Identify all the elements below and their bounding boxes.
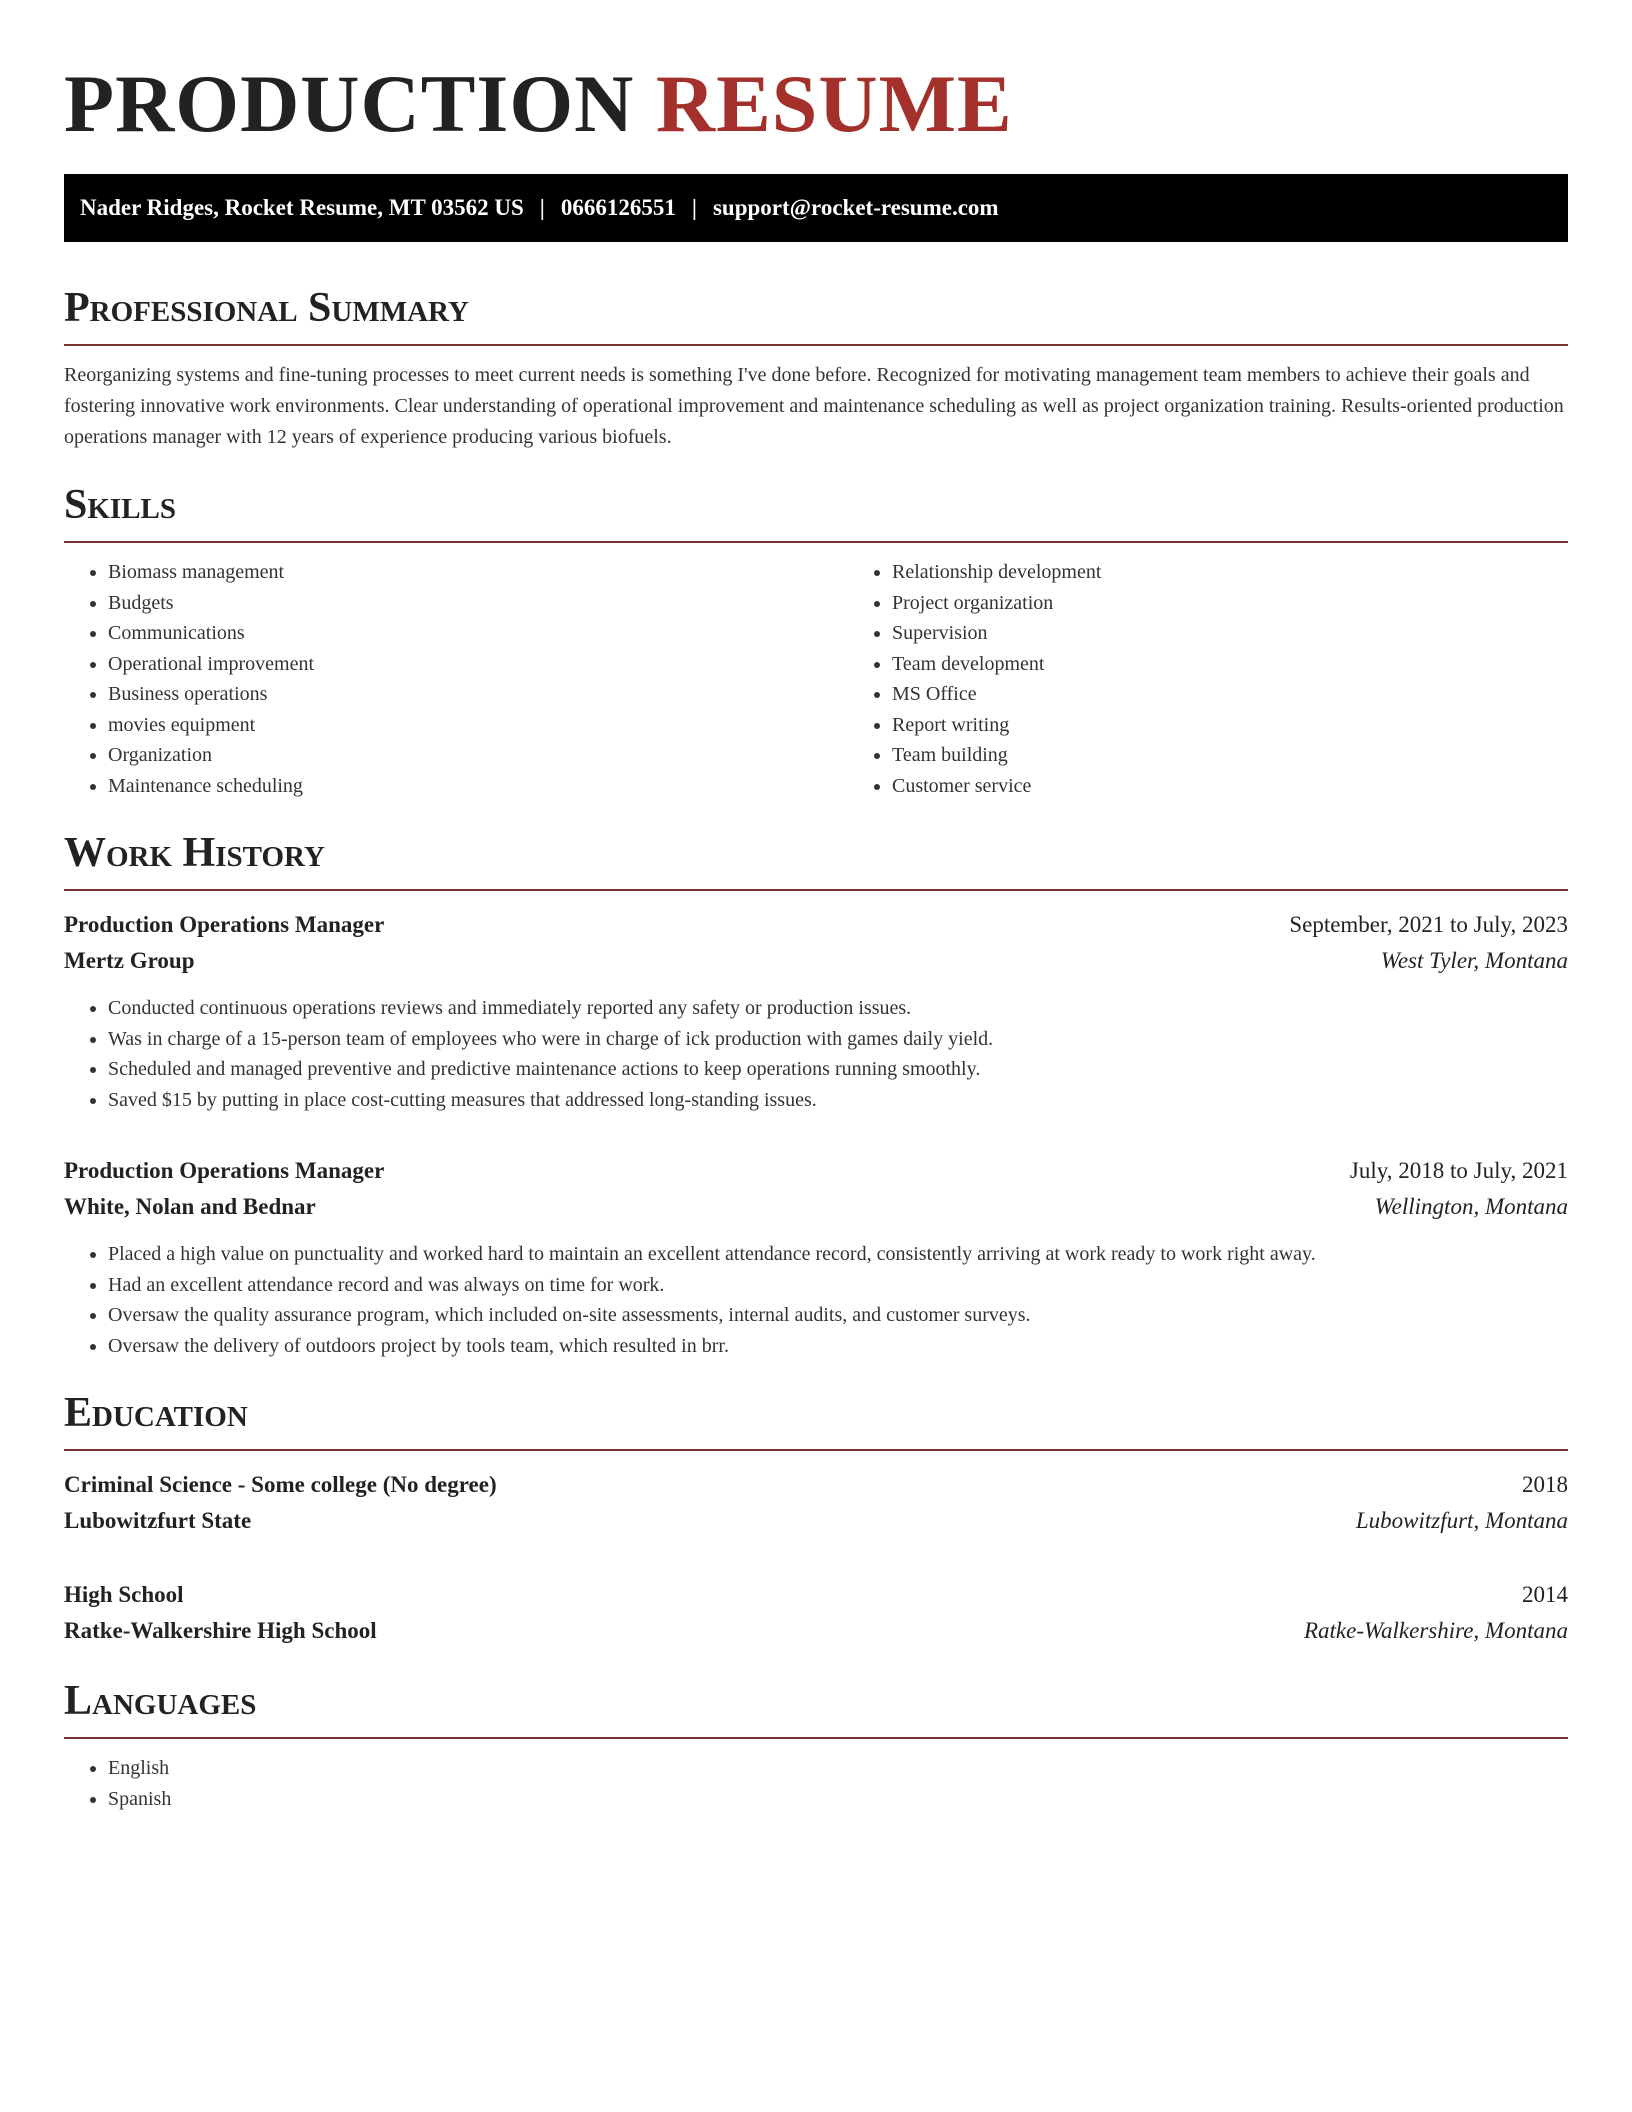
contact-address: Nader Ridges, Rocket Resume, MT 03562 US (80, 195, 524, 220)
skills-heading: Skills (64, 483, 1568, 543)
language-item: • Spanish (108, 1784, 1568, 1815)
education-year: 2014 (1522, 1582, 1568, 1607)
skill-item: • Team building (892, 740, 1632, 771)
skill-item: • Operational improvement (108, 649, 848, 680)
education-location: Lubowitzfurt, Montana (1355, 1508, 1568, 1533)
education-year: 2018 (1522, 1472, 1568, 1497)
skill-item: • movies equipment (108, 710, 848, 741)
skill-item: • MS Office (892, 679, 1632, 710)
skill-item: • Organization (108, 740, 848, 771)
summary-text: Reorganizing systems and fine-tuning processes to meet current needs is something I've done before. Recognized for motivating management team members to achieve their goals and fostering innovative work environments. Clear understanding of operational improvement and maintenance scheduling as well as project organization training. Results-oriented production operations manager with 12 years of experience producing various biofuels. (64, 364, 1564, 448)
education-heading: Education (64, 1391, 1568, 1451)
job-bullet: • Was in charge of a 15-person team of employees who were in charge of ick production with games daily yield. (108, 1024, 1568, 1055)
education-entry (64, 1577, 1568, 1649)
job-bullets (64, 993, 1568, 1115)
skill-item: • Relationship development (892, 557, 1632, 588)
skill-item: • Team development (892, 649, 1632, 680)
contact-bar (64, 174, 1568, 242)
job-entry (64, 1153, 1568, 1361)
languages-list (64, 1753, 1568, 1814)
education-school: Lubowitzfurt State (64, 1508, 252, 1533)
job-bullet: • Conducted continuous operations reviews and immediately reported any safety or production issues. (108, 993, 1568, 1024)
education-degree: High School (64, 1582, 184, 1607)
skill-item: • Biomass management (108, 557, 848, 588)
skill-item: • Report writing (892, 710, 1632, 741)
job-company: Mertz Group (64, 948, 195, 973)
education-location: Ratke-Walkershire, Montana (1303, 1618, 1568, 1643)
skill-item: • Business operations (108, 679, 848, 710)
skill-item: • Customer service (892, 771, 1632, 802)
skill-item: • Budgets (108, 588, 848, 619)
job-company: White, Nolan and Bednar (64, 1194, 316, 1219)
education-degree: Criminal Science - Some college (No degree) (64, 1472, 497, 1497)
job-dates: July, 2018 to July, 2021 (1349, 1158, 1568, 1183)
job-bullets (64, 1239, 1568, 1361)
job-bullet: • Oversaw the delivery of outdoors project by tools team, which resulted in brr. (108, 1331, 1568, 1362)
resume-title (64, 58, 1568, 150)
contact-separator: | (691, 195, 697, 220)
language-item: • English (108, 1753, 1568, 1784)
job-bullet: • Saved $15 by putting in place cost-cutting measures that addressed long-standing issues. (108, 1085, 1568, 1116)
job-dates: September, 2021 to July, 2023 (1289, 912, 1568, 937)
contact-phone: 0666126551 (560, 195, 676, 220)
skill-item: • Supervision (892, 618, 1632, 649)
title-accent: RESUME (655, 58, 1013, 149)
education-school: Ratke-Walkershire High School (64, 1618, 377, 1643)
job-bullet: • Scheduled and managed preventive and predictive maintenance actions to keep operations running smoothly. (108, 1054, 1568, 1085)
job-entry (64, 907, 1568, 1115)
job-title: Production Operations Manager (64, 1158, 385, 1183)
title-main: PRODUCTION (64, 58, 635, 149)
work-heading: Work History (64, 831, 1568, 891)
job-location: Wellington, Montana (1374, 1194, 1568, 1219)
education-entry (64, 1467, 1568, 1539)
job-title: Production Operations Manager (64, 912, 385, 937)
job-bullet: • Oversaw the quality assurance program, which included on-site assessments, internal audits, and customer surveys. (108, 1300, 1568, 1331)
skill-item: • Maintenance scheduling (108, 771, 848, 802)
contact-email: support@rocket-resume.com (712, 195, 999, 220)
job-bullet: • Placed a high value on punctuality and worked hard to maintain an excellent attendance record, consistently arriving at work ready to work right away. (108, 1239, 1568, 1270)
skill-item: • Communications (108, 618, 848, 649)
skills-list (64, 557, 1568, 801)
summary-heading: Professional Summary (64, 286, 1568, 346)
skills-column-left (64, 557, 848, 801)
job-bullet: • Had an excellent attendance record and was always on time for work. (108, 1270, 1568, 1301)
job-location: West Tyler, Montana (1380, 948, 1568, 973)
languages-heading: Languages (64, 1679, 1568, 1739)
contact-separator: | (539, 195, 545, 220)
skills-column-right (848, 557, 1632, 801)
skill-item: • Project organization (892, 588, 1632, 619)
